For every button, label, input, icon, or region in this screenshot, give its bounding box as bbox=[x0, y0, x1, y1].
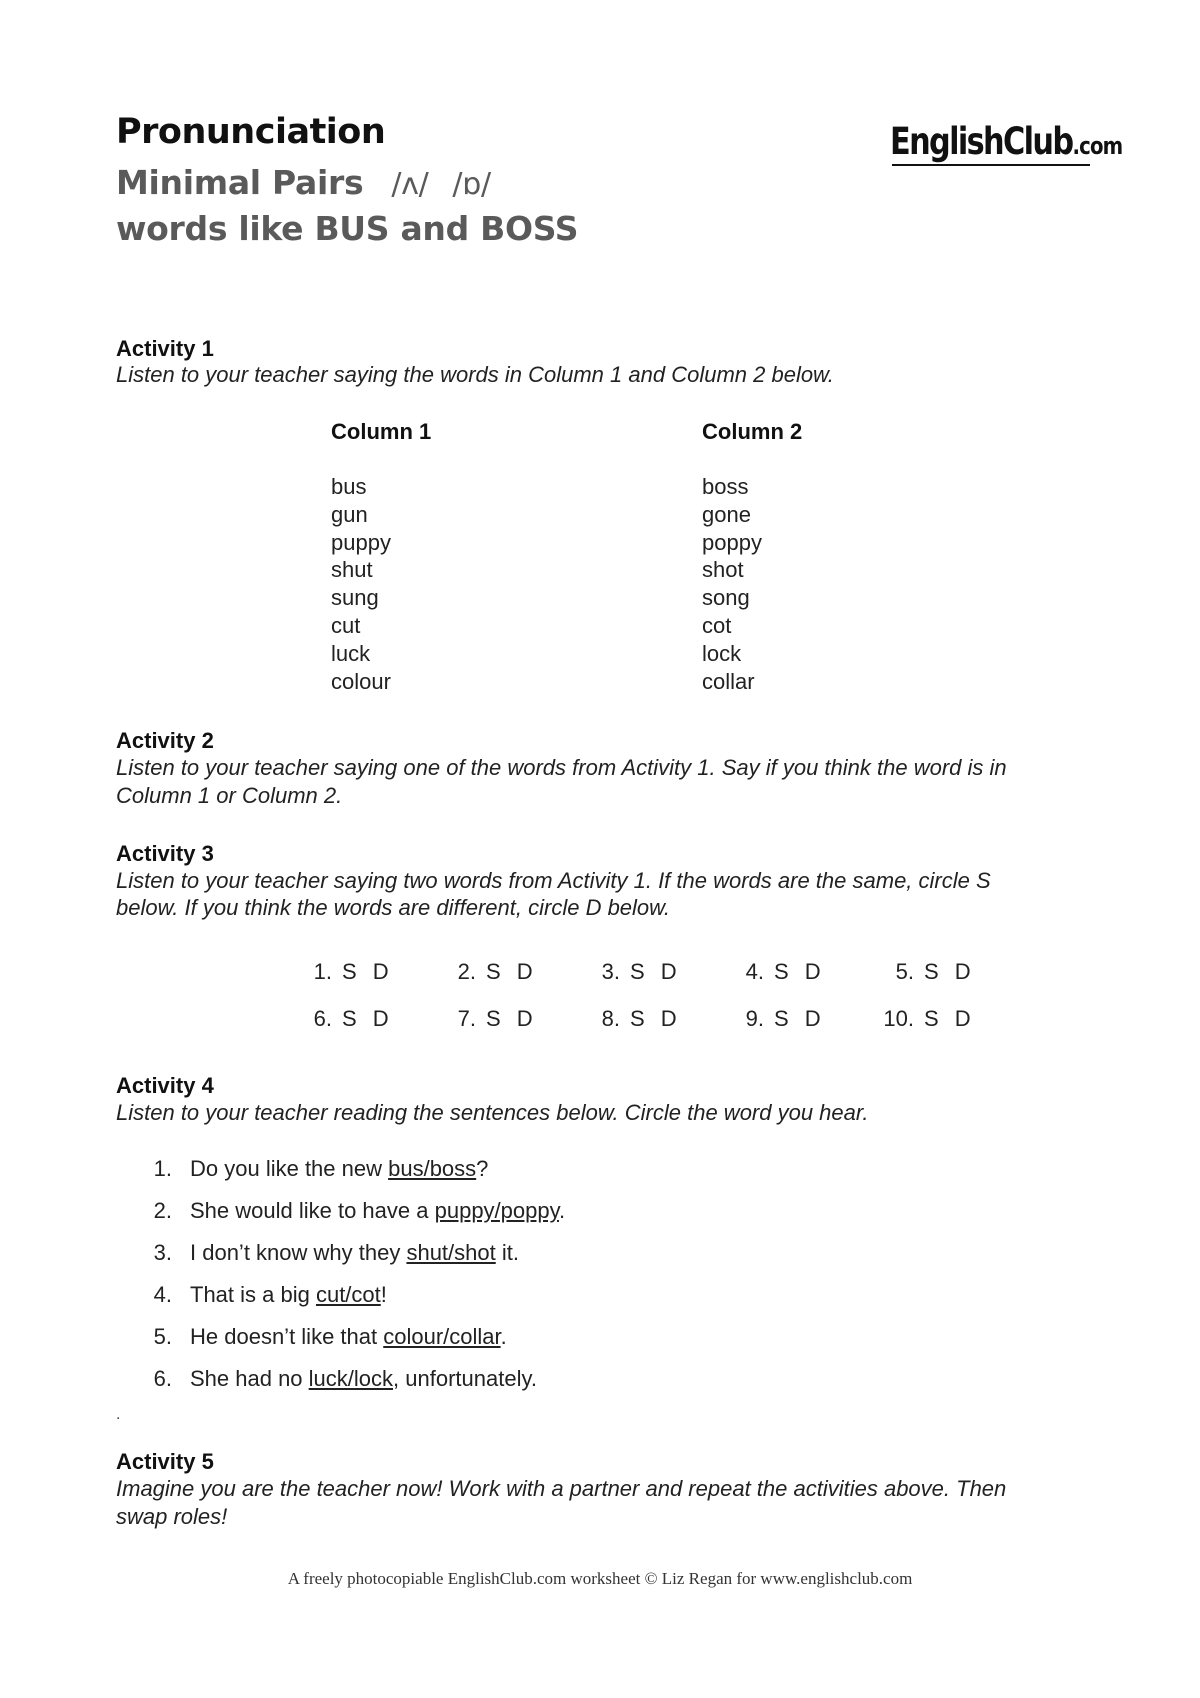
sd-item bbox=[586, 959, 677, 985]
list-item: lock bbox=[702, 640, 742, 666]
sd-item bbox=[586, 1006, 677, 1032]
column-1-heading: Column 1 bbox=[331, 419, 432, 444]
same-option[interactable]: S bbox=[342, 959, 357, 984]
sentence-after: . bbox=[558, 1198, 566, 1223]
same-option[interactable]: S bbox=[924, 959, 939, 984]
sentence-number: 4. bbox=[153, 1282, 172, 1307]
sd-number: 4. bbox=[745, 959, 764, 984]
footer-credit: A freely photocopiable EnglishClub.com worksheet © Liz Regan for www.englishclub.com bbox=[287, 1569, 913, 1588]
logo-underline bbox=[892, 164, 1090, 166]
same-option[interactable]: S bbox=[924, 1006, 939, 1031]
same-option[interactable]: S bbox=[486, 1006, 501, 1031]
sd-item bbox=[298, 1006, 389, 1032]
list-item: gone bbox=[702, 501, 751, 527]
different-option[interactable]: D bbox=[516, 959, 533, 984]
sd-number: 5. bbox=[895, 959, 914, 984]
list-item: song bbox=[702, 585, 750, 611]
sd-item bbox=[442, 959, 533, 985]
same-option[interactable]: S bbox=[486, 959, 501, 984]
different-option[interactable]: D bbox=[804, 1006, 821, 1031]
list-item: cot bbox=[702, 612, 732, 638]
sentence-after: . bbox=[500, 1324, 507, 1349]
sd-item bbox=[730, 959, 821, 985]
word-choice[interactable]: colour/collar bbox=[383, 1324, 501, 1349]
activity-1-instruction: Listen to your teacher saying the words in Column 1 and Column 2 below. bbox=[116, 362, 834, 387]
list-item: poppy bbox=[702, 529, 762, 555]
activity-5-heading: Activity 5 bbox=[116, 1449, 214, 1474]
list-item: luck bbox=[331, 640, 371, 666]
list-item: bus bbox=[331, 474, 367, 499]
sentence-before: She had no bbox=[190, 1366, 309, 1391]
sentence-before: He doesn’t like that bbox=[190, 1324, 384, 1349]
activity-5-instruction-line-1: Imagine you are the teacher now! Work with a partner and repeat the activities above. Then bbox=[116, 1476, 1007, 1501]
sentence-item bbox=[144, 1324, 844, 1352]
activity-2-instruction-line-2: Column 1 or Column 2. bbox=[116, 783, 343, 808]
list-item: gun bbox=[331, 501, 368, 527]
sentence-item bbox=[144, 1240, 844, 1268]
different-option[interactable]: D bbox=[954, 1006, 971, 1031]
same-option[interactable]: S bbox=[630, 959, 645, 984]
activity-3-heading: Activity 3 bbox=[116, 841, 214, 866]
column-1-list bbox=[331, 473, 391, 695]
list-item: cut bbox=[331, 612, 361, 638]
sentence-before: She would like to have a bbox=[190, 1198, 435, 1223]
sd-number: 6. bbox=[313, 1006, 332, 1031]
sentence-before: I don’t know why they bbox=[190, 1240, 407, 1265]
sd-item bbox=[442, 1006, 533, 1032]
different-option[interactable]: D bbox=[954, 959, 971, 984]
sd-number: 9. bbox=[745, 1006, 764, 1031]
column-2-list bbox=[702, 473, 762, 695]
activity-3-instruction-line-1: Listen to your teacher saying two words from Activity 1. If the words are the same, circle S bbox=[116, 868, 991, 893]
sentence-text bbox=[190, 1324, 507, 1350]
sentence-item bbox=[144, 1366, 844, 1394]
list-item: collar bbox=[702, 668, 755, 694]
sd-number: 10. bbox=[883, 1006, 914, 1031]
phoneme-1: /ʌ/ bbox=[391, 167, 429, 202]
phoneme-2: /ɒ/ bbox=[452, 167, 491, 202]
different-option[interactable]: D bbox=[660, 959, 677, 984]
sd-item bbox=[298, 959, 389, 985]
word-choice[interactable]: shut/shot bbox=[406, 1240, 496, 1265]
trailing-mark: . bbox=[116, 1406, 121, 1423]
sentence-number: 2. bbox=[153, 1198, 172, 1223]
sentence-text bbox=[190, 1282, 387, 1308]
sentence-number: 1. bbox=[153, 1156, 172, 1181]
sentence-item bbox=[144, 1282, 844, 1310]
activity-5-instruction-line-2: swap roles! bbox=[116, 1504, 228, 1529]
englishclub-logo bbox=[890, 120, 1122, 163]
sd-item bbox=[730, 1006, 821, 1032]
logo-suffix: .com bbox=[1072, 132, 1123, 160]
activity-3-instruction-line-2: below. If you think the words are different, circle D below. bbox=[116, 895, 670, 920]
sentence-after: , unfortunately. bbox=[393, 1366, 537, 1391]
sentence-after: it. bbox=[495, 1240, 519, 1265]
sd-number: 3. bbox=[601, 959, 620, 984]
activity-1-heading: Activity 1 bbox=[116, 336, 214, 361]
sentence-number: 3. bbox=[153, 1240, 172, 1265]
sentence-number: 6. bbox=[153, 1366, 172, 1391]
list-item: sung bbox=[331, 585, 379, 611]
sentence-after: ! bbox=[380, 1282, 387, 1307]
list-item: puppy bbox=[331, 529, 391, 555]
different-option[interactable]: D bbox=[804, 959, 821, 984]
list-item: colour bbox=[331, 668, 391, 694]
activity-4-instruction: Listen to your teacher reading the sentences below. Circle the word you hear. bbox=[116, 1100, 869, 1125]
same-option[interactable]: S bbox=[774, 959, 789, 984]
same-option[interactable]: S bbox=[342, 1006, 357, 1031]
sd-number: 1. bbox=[313, 959, 332, 984]
list-item: shot bbox=[702, 557, 744, 583]
sd-item bbox=[866, 1006, 971, 1032]
page-subtitle bbox=[116, 163, 491, 202]
page-title: Pronunciation bbox=[116, 112, 386, 152]
sentence-after: ? bbox=[476, 1156, 489, 1181]
list-item: boss bbox=[702, 474, 749, 499]
activity-2-instruction-line-1: Listen to your teacher saying one of the words from Activity 1. Say if you think the word is in bbox=[116, 755, 1007, 780]
sentence-text bbox=[190, 1240, 519, 1266]
word-choice[interactable]: luck/lock bbox=[308, 1366, 394, 1391]
list-item: shut bbox=[331, 557, 373, 583]
different-option[interactable]: D bbox=[660, 1006, 677, 1031]
sd-number: 7. bbox=[457, 1006, 476, 1031]
sd-number: 8. bbox=[601, 1006, 620, 1031]
different-option[interactable]: D bbox=[516, 1006, 533, 1031]
same-option[interactable]: S bbox=[630, 1006, 645, 1031]
sd-item bbox=[880, 959, 971, 985]
word-choice[interactable]: bus/boss bbox=[388, 1156, 477, 1181]
subtitle-text: Minimal Pairs bbox=[116, 163, 364, 202]
different-option[interactable]: D bbox=[372, 1006, 389, 1031]
sentence-item bbox=[144, 1156, 844, 1184]
page-words-line: words like BUS and BOSS bbox=[116, 209, 579, 248]
sentence-text bbox=[190, 1156, 488, 1182]
activity-2-heading: Activity 2 bbox=[116, 728, 214, 753]
different-option[interactable]: D bbox=[372, 959, 389, 984]
sentence-before: Do you like the new bbox=[190, 1156, 389, 1181]
sentence-text bbox=[190, 1366, 537, 1392]
same-option[interactable]: S bbox=[774, 1006, 789, 1031]
logo-main: EnglishClub bbox=[890, 120, 1073, 163]
sentence-item bbox=[144, 1198, 844, 1226]
sd-number: 2. bbox=[457, 959, 476, 984]
word-choice[interactable]: cut/cot bbox=[315, 1282, 381, 1307]
word-choice[interactable]: puppy/poppy bbox=[434, 1198, 559, 1223]
sentence-before: That is a big bbox=[190, 1282, 316, 1307]
sentence-number: 5. bbox=[153, 1324, 172, 1349]
sentence-text bbox=[190, 1198, 565, 1224]
activity-4-heading: Activity 4 bbox=[116, 1073, 214, 1098]
column-2-heading: Column 2 bbox=[702, 419, 803, 444]
